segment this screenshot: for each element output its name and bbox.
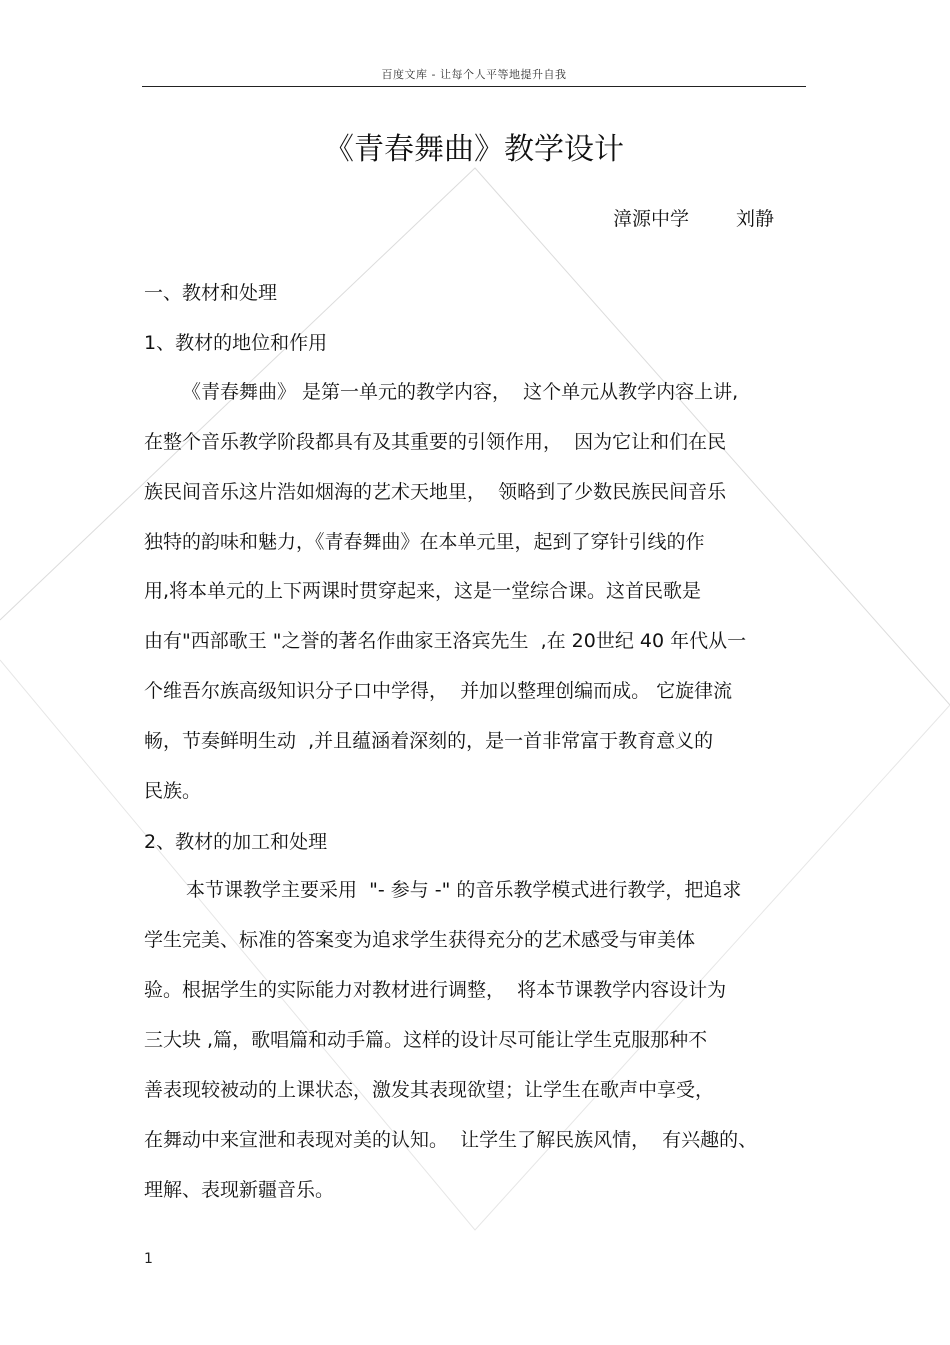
- page-number: 1: [144, 1251, 153, 1267]
- paragraph-line: 理解、表现新疆音乐。: [144, 1179, 335, 1201]
- header-divider: [142, 86, 806, 87]
- paragraph-line: 独特的韵味和魅力，《青春舞曲》在本单元里，起到了穿针引线的作: [144, 531, 705, 553]
- paragraph-line: 学生完美、标准的答案变为追求学生获得充分的艺术感受与审美体: [144, 929, 696, 951]
- paragraph-line: 在舞动中来宣泄和表现对美的认知。 让学生了解民族风情， 有兴趣的、: [144, 1129, 758, 1151]
- paragraph-line: 民族。: [144, 780, 202, 802]
- subsection-heading: 2、教材的加工和处理: [144, 831, 328, 853]
- paragraph-line: 畅，节奏鲜明生动 ,并且蕴涵着深刻的，是一首非常富于教育意义的: [144, 730, 714, 752]
- paragraph-line: 验。根据学生的实际能力对教材进行调整， 将本节课教学内容设计为: [144, 979, 727, 1001]
- paragraph-line: 在整个音乐教学阶段都具有及其重要的引领作用， 因为它让和们在民: [144, 431, 727, 453]
- author-name: 刘静: [736, 208, 775, 230]
- document-title: 《青春舞曲》教学设计: [324, 132, 624, 167]
- page-header: 百度文库 - 让每个人平等地提升自我: [381, 68, 567, 81]
- paragraph-line: 个维吾尔族高级知识分子口中学得， 并加以整理创编而成。 它旋律流: [144, 680, 733, 702]
- paragraph-line: 族民间音乐这片浩如烟海的艺术天地里， 领略到了少数民族民间音乐: [144, 481, 727, 503]
- paragraph-line: 由有"西部歌王 "之誉的著名作曲家王洛宾先生 ,在 20世纪 40 年代从一: [144, 630, 747, 652]
- paragraph-line: 三大块 ,篇，歌唱篇和动手篇。这样的设计尽可能让学生克服那种不: [144, 1029, 708, 1051]
- subsection-heading: 1、教材的地位和作用: [144, 332, 328, 354]
- author-school: 漳源中学: [613, 208, 690, 230]
- section-heading: 一、教材和处理: [144, 282, 278, 304]
- paragraph-line: 《青春舞曲》 是第一单元的教学内容， 这个单元从教学内容上讲,: [182, 381, 739, 403]
- paragraph-line: 用,将本单元的上下两课时贯穿起来，这是一堂综合课。这首民歌是: [144, 580, 702, 602]
- paragraph-line: 善表现较被动的上课状态，激发其表现欲望；让学生在歌声中享受，: [144, 1079, 715, 1101]
- paragraph-line: 本节课教学主要采用 "- 参与 -" 的音乐教学模式进行教学，把追求: [186, 879, 742, 901]
